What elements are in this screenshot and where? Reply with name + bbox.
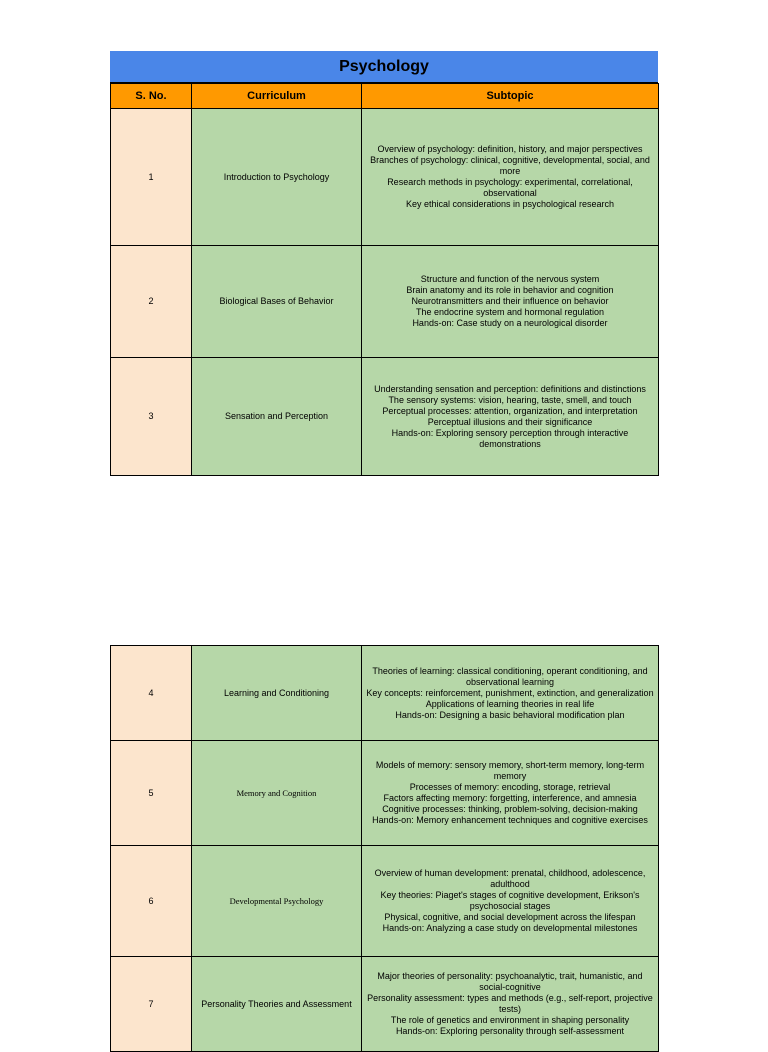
row-sno: 6: [111, 846, 192, 957]
subtopic-line: Hands-on: Exploring sensory perception through interactive demonstrations: [391, 427, 629, 449]
row-sno: 5: [111, 741, 192, 846]
row-subtopics: [362, 846, 659, 957]
row-subtopics: [362, 957, 659, 1052]
table-row: [111, 358, 659, 476]
row-subtopics: [362, 109, 659, 246]
row-curriculum: Memory and Cognition: [192, 741, 362, 846]
subtopic-line: Overview of psychology: definition, history, and major perspectives: [377, 144, 643, 154]
row-subtopics: [362, 741, 659, 846]
subtopic-line: Processes of memory: encoding, storage, retrieval: [409, 782, 611, 792]
subtopic-line: Neurotransmitters and their influence on behavior: [411, 296, 609, 306]
row-sno: 3: [111, 358, 192, 476]
row-curriculum: Biological Bases of Behavior: [192, 246, 362, 358]
row-subtopics: [362, 246, 659, 358]
subtopic-line: Hands-on: Memory enhancement techniques and cognitive exercises: [372, 815, 648, 825]
subtopic-line: Hands-on: Analyzing a case study on developmental milestones: [382, 923, 638, 933]
subtopic-line: The role of genetics and environment in shaping personality: [390, 1015, 630, 1025]
subtopic-line: Factors affecting memory: forgetting, interference, and amnesia: [383, 793, 637, 803]
header-subtopic: Subtopic: [362, 84, 659, 109]
header-sno: S. No.: [111, 84, 192, 109]
row-curriculum: Introduction to Psychology: [192, 109, 362, 246]
header-row: [111, 84, 659, 109]
subtopic-line: Cognitive processes: thinking, problem-solving, decision-making: [382, 804, 638, 814]
row-sno: 7: [111, 957, 192, 1052]
row-curriculum: Developmental Psychology: [192, 846, 362, 957]
row-sno: 4: [111, 646, 192, 741]
subtopic-line: Hands-on: Exploring personality through self-assessment: [395, 1026, 625, 1036]
subtopic-line: Key ethical considerations in psychological research: [405, 199, 615, 209]
row-subtopics: [362, 646, 659, 741]
row-subtopics: [362, 358, 659, 476]
subtopic-line: Perceptual processes: attention, organization, and interpretation: [382, 405, 638, 416]
subtopic-line: Models of memory: sensory memory, short-term memory, long-term memory: [375, 760, 645, 781]
row-curriculum: Learning and Conditioning: [192, 646, 362, 741]
subtopic-line: Physical, cognitive, and social development across the lifespan: [384, 912, 636, 922]
curriculum-table: [110, 83, 659, 476]
subtopic-line: Major theories of personality: psychoanalytic, trait, humanistic, and social-cognitive: [377, 971, 643, 992]
table-row: [111, 846, 659, 957]
subtopic-line: Perceptual illusions and their significance: [427, 416, 593, 427]
table-row: [111, 957, 659, 1052]
subtopic-line: Hands-on: Case study on a neurological disorder: [412, 318, 608, 328]
table-title: Psychology: [110, 51, 658, 83]
subtopic-line: Key concepts: reinforcement, punishment, extinction, and generalization: [366, 687, 654, 698]
subtopic-line: Brain anatomy and its role in behavior and cognition: [406, 285, 614, 295]
subtopic-line: Applications of learning theories in real life: [425, 698, 595, 709]
table-row: [111, 109, 659, 246]
table-row: [111, 246, 659, 358]
subtopic-line: Structure and function of the nervous system: [420, 274, 600, 284]
table-row: [111, 646, 659, 741]
subtopic-line: The sensory systems: vision, hearing, taste, smell, and touch: [388, 394, 632, 405]
subtopic-line: Understanding sensation and perception: definitions and distinctions: [374, 383, 646, 394]
subtopic-line: Branches of psychology: clinical, cognitive, developmental, social, and more: [370, 155, 650, 176]
subtopic-line: The endocrine system and hormonal regulation: [415, 307, 605, 317]
row-sno: 1: [111, 109, 192, 246]
subtopic-line: Overview of human development: prenatal, childhood, adolescence, adulthood: [374, 868, 646, 889]
row-curriculum: Personality Theories and Assessment: [192, 957, 362, 1052]
psychology-table-page-2: [110, 645, 658, 1052]
table-row: [111, 741, 659, 846]
psychology-table-page-1: [110, 51, 658, 476]
curriculum-table-continued: [110, 645, 659, 1052]
subtopic-line: Hands-on: Designing a basic behavioral modification plan: [395, 709, 625, 720]
subtopic-line: Personality assessment: types and methods (e.g., self-report, projective tests): [367, 993, 653, 1014]
subtopic-line: Research methods in psychology: experimental, correlational, observational: [387, 177, 633, 198]
subtopic-line: Key theories: Piaget's stages of cognitive development, Erikson's psychosocial stages: [380, 890, 640, 911]
subtopic-line: Theories of learning: classical conditioning, operant conditioning, and observational learning: [372, 665, 648, 687]
header-curriculum: Curriculum: [192, 84, 362, 109]
row-curriculum: Sensation and Perception: [192, 358, 362, 476]
row-sno: 2: [111, 246, 192, 358]
